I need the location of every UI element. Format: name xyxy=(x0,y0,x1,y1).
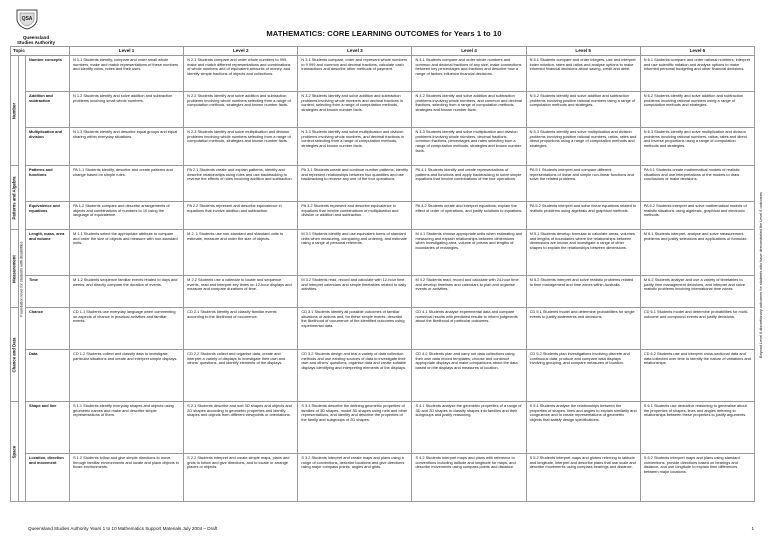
table-row xyxy=(11,202,755,230)
outcome-cell: M 4.2 Students read, record and calculate with 24-hour time and develop timelines and calendars to plan and organise events or activities. xyxy=(412,276,526,308)
outcome-cell: PA 2.2 Students represent and describe equivalence in equations that involve addition and subtraction. xyxy=(184,202,298,230)
beyond-level-6-column xyxy=(757,46,765,504)
outcome-cell: PA 1.1 Students identify, describe and create patterns and change based on simple rules. xyxy=(70,166,184,202)
outcome-cell: S 6.1 Students use deductive reasoning to generalise about the properties of shapes, lines and angles referring to relationships between these properties to justify arguments. xyxy=(640,402,754,454)
outcome-cell: M 2. 1 Students use non-standard and standard units to estimate, measure and order the size of objects. xyxy=(184,230,298,276)
outcome-cell: M 1.1 Students select the appropriate attribute to compare and order the size of objects and measure with non-standard units. xyxy=(70,230,184,276)
row-topic: Shape and line xyxy=(26,402,70,454)
outcome-cell: N 1.1 Students identify, compare and order small whole numbers, make and match representations of these numbers and identify coins, notes and their uses. xyxy=(70,56,184,92)
outcome-cell: PA 4.2 Students create and interpret equations, explain the effect of order of operations, and justify solutions to equations. xyxy=(412,202,526,230)
table-row xyxy=(11,92,755,128)
outcome-cell: S 1.1 Students identify everyday shapes and objects using geometric names and make and describe simple representations of them. xyxy=(70,402,184,454)
outcome-cell: CD 5.1 Students model and determine probabilities for single events to justify statements and decisions. xyxy=(526,308,640,350)
outcome-cell: PA 1.2 Students compare and describe arrangements of objects and combinations of numbers to 10 using the language of equivalence. xyxy=(70,202,184,230)
table-row xyxy=(11,350,755,402)
outcome-cell: N 1.3 Students identify and describe equal groups and equal sharing within everyday situations. xyxy=(70,128,184,166)
column-header-level-4: Level 4 xyxy=(412,47,526,56)
column-header-level-1: Level 1 xyxy=(70,47,184,56)
strand-chance-data xyxy=(11,308,19,402)
strand-measurement xyxy=(11,230,19,308)
qsa-logo xyxy=(14,8,58,45)
outcome-cell: N 4.3 Students identify and solve multiplication and division problems involving whole numbers, decimal fractions, common fractions, percentages and rates selecting from a range of computation methods, strategies and known number facts. xyxy=(412,128,526,166)
outcome-cell: N 5.3 Students identify and solve multiplication and division problems involving positive rational numbers, ratios, rates and direct proportions using a range of computation methods and strategies. xyxy=(526,128,640,166)
strand-label: Space xyxy=(11,445,17,458)
outcome-cell: PA 5.2 Students interpret and solve linear equations related to realistic problems using algebraic and graphical methods. xyxy=(526,202,640,230)
outcome-cell: N 3.2 Students identify and solve addition and subtraction problems involving whole numbers and decimal fractions in context, selecting from a range of computation methods, strategies and known number facts. xyxy=(298,92,412,128)
table-row xyxy=(11,230,755,276)
page-title: MATHEMATICS: CORE LEARNING OUTCOMES for Years 1 to 10 xyxy=(266,29,502,38)
outcome-cell: M 5.1 Students develop formulae to calculate areas, volumes and lengths of boundaries where the relationships between dimensions are known and investigate a range of other shapes to explain the relationships between dimensions. xyxy=(526,230,640,276)
strand-label: Number xyxy=(11,102,17,119)
row-topic: Time xyxy=(26,276,70,308)
outcome-cell: S 3.1 Students describe the defining geometric properties of families of 3D shapes, model 3D shapes using nets and other representations, and identify and describe the properties of the family and subgroups of 2D shapes. xyxy=(298,402,412,454)
column-header-level-6: Level 6 xyxy=(640,47,754,56)
beyond-level-6-label: Beyond Level 6 discretionary outcomes for students who have demonstrated the Level 6 outcomes xyxy=(759,192,763,358)
table-row xyxy=(11,402,755,454)
column-header-topic: Topic xyxy=(11,47,70,56)
outcome-cell: M 5.2 Students interpret and solve realistic problems related to time management and time zones within Australia. xyxy=(526,276,640,308)
logo-text: QSA xyxy=(21,16,33,22)
outcome-cell: N 4.2 Students identify and solve addition and subtraction problems involving whole numbers, and common and decimal fractions, selecting from a range of computation methods, strategies and known number facts. xyxy=(412,92,526,128)
row-topic: Location, direction and movement xyxy=(26,454,70,502)
outcome-cell: PA 5.1 Students interpret and compare different representations of linear and simple non-linear functions and solve the related problems. xyxy=(526,166,640,202)
outcome-cell: N 1.2 Students identify and solve addition and subtraction problems involving small whole numbers. xyxy=(70,92,184,128)
table-row xyxy=(11,56,755,92)
outcome-cell: N 6.3 Students identify and solve multiplication and division problems involving rational numbers, ratios, rates and direct and inverse proportions using a range of computation methods and strategies. xyxy=(640,128,754,166)
row-topic: Equivalence and equations xyxy=(26,202,70,230)
outcome-cell: CD 6.2 Students use and interpret cross-sectional data and data collected over time to identify the nature of variations and relationships. xyxy=(640,350,754,402)
outcome-cell: M 1.2 Students sequence familiar events related to days and weeks, and directly compare the duration of events. xyxy=(70,276,184,308)
outcome-cell: S 1.2 Students follow and give simple directions to move through familiar environments and locate and place objects in those environments. xyxy=(70,454,184,502)
row-topic: Addition and subtraction xyxy=(26,92,70,128)
strand-patterns xyxy=(11,166,19,230)
outcome-cell: S 4.2 Students interpret maps and plans with reference to conventions including latitude and longitude for maps, and describe movements using compass points and distance. xyxy=(412,454,526,502)
outcome-cell: PA 4.1 Students identify and create representations of patterns and functions and apply backtracking to solve simple equations that involve combinations of the four operations. xyxy=(412,166,526,202)
outcome-cell: CD 6.1 Students model and determine probabilities for multi-outcome and compound events and justify decisions. xyxy=(640,308,754,350)
outcome-cell: N 2.2 Students identify and solve addition and subtraction problems involving whole numbers selecting from a range of computation methods, strategies and known number facts. xyxy=(184,92,298,128)
column-header-level-5: Level 5 xyxy=(526,47,640,56)
table-row xyxy=(11,308,755,350)
outcome-cell: CD 1.1 Students use everyday language when commenting on aspects of chance in practical activities and familiar events. xyxy=(70,308,184,350)
strand-label: Measurement xyxy=(11,254,17,283)
outcome-cell: S 3.2 Students interpret and create maps and plans using a range of conventions, describe locations and give directions using major compass points, angles and grids. xyxy=(298,454,412,502)
outcome-cell: M 3.1 Students identify and use equivalent forms of standard units when measuring, comparing and ordering, and estimate using a range of personal referents. xyxy=(298,230,412,276)
outcome-cell: N 4.1 Students compare and order whole numbers and common and decimal fractions of any size, make connections between key percentages and fractions and describe how a range of factors influence financial decisions. xyxy=(412,56,526,92)
row-topic: Patterns and functions xyxy=(26,166,70,202)
outcome-cell: CD 1.2 Students collect and classify data to investigate particular situations and create and interpret simple displays. xyxy=(70,350,184,402)
page-number: 1 xyxy=(751,526,754,531)
outcome-cell: PA 3.2 Students represent and describe equivalence in equations that involve combinations of multiplication and division or addition and subtraction. xyxy=(298,202,412,230)
outcome-cell: PA 3.1 Students create and continue number patterns, identify and represent relationships between two quantities and use backtracking to reverse any one of the four operations. xyxy=(298,166,412,202)
table-row xyxy=(11,166,755,202)
outcome-cell: CD 3.2 Students design and trial a variety of data collection methods and use existing sources of data to investigate their own and others' questions, organise data and create suitable displays identifying and interpreting elements of the displays. xyxy=(298,350,412,402)
table-row xyxy=(11,128,755,166)
outcome-cell: N 2.3 Students identify and solve multiplication and division problems involving whole numbers selecting from a range of computation methods, strategies and known number facts. xyxy=(184,128,298,166)
header-row xyxy=(11,47,755,56)
outcome-cell: M 2.2 Students use a calendar to locate and sequence events, read and interpret key times on 12-hour displays and measure and compare durations of time. xyxy=(184,276,298,308)
strand-number xyxy=(11,56,19,166)
table-row xyxy=(11,276,755,308)
outcome-cell: N 5.2 Students identify and solve addition and subtraction problems involving positive rational numbers using a range of computation methods and strategies. xyxy=(526,92,640,128)
foundation-column xyxy=(19,56,26,502)
outcome-cell: N 2.1 Students compare and order whole numbers to 999, make and match different representations and combinations of whole numbers and of equivalent amounts of money, and identify simple fractions of objects and collections. xyxy=(184,56,298,92)
outcome-cell: S 5.1 Students analyse the relationships between the properties of shapes, lines and angles to explain similarity and congruence and to create representations of geometric objects that satisfy design specifications. xyxy=(526,402,640,454)
outcome-cell: S 6.2 Students interpret maps and plans using standard conventions, provide directions based on bearings and distance, and use longitude to explain time differences between major locations. xyxy=(640,454,754,502)
column-header-level-3: Level 3 xyxy=(298,47,412,56)
column-header-level-2: Level 2 xyxy=(184,47,298,56)
row-topic: Multiplication and division xyxy=(26,128,70,166)
outcome-cell: N 6.1 Students compare and order rational numbers, interpret and use scientific notation and analyse options to make informed personal budgeting and other financial decisions. xyxy=(640,56,754,92)
foundation-label: Foundation level for students with disabilities xyxy=(19,240,24,317)
outcome-cell: N 3.1 Students compare, order and represent whole numbers to 9 999 and common and decimal fractions, calculate cash transactions and describe other methods of payment. xyxy=(298,56,412,92)
row-topic: Length, mass, area and volume xyxy=(26,230,70,276)
outcome-cell: M 6.1 Students interpret, analyse and solve measurement problems and justify selections and applications of formulae. xyxy=(640,230,754,276)
row-topic: Data xyxy=(26,350,70,402)
footer-text: Queensland Studies Authority Years 1 to 10 Mathematics Support Materials July 2004 – Draft xyxy=(28,526,218,531)
strand-label: Patterns and Algebra xyxy=(11,175,17,220)
outcome-cell: N 5.1 Students compare and order integers, use and interpret index notation, rates and ratios and analyse options to make informed financial decisions about saving, credit and debit. xyxy=(526,56,640,92)
outcome-cell: S 2.2 Students interpret and create simple maps, plans and grids to follow and give directions, and to locate or arrange places or objects. xyxy=(184,454,298,502)
outcome-cell: S 5.2 Students interpret maps and globes referring to latitude and longitude, interpret and describe plans that use scale and describe movements using compass bearings and distance. xyxy=(526,454,640,502)
outcomes-table xyxy=(10,46,755,502)
strand-label: Chance and Data xyxy=(11,337,17,372)
outcome-cell: CD 3.1 Students identify all possible outcomes of familiar situations or actions and, for these simple events, describe the likelihood of occurrence of the identified outcomes using experimental data. xyxy=(298,308,412,350)
outcome-cell: CD 4.1 Students analyse experimental data and compare numerical results with predicted results to inform judgments about the likelihood of particular outcomes. xyxy=(412,308,526,350)
outcome-cell: PA 6.2 Students interpret and solve mathematical models of realistic situations using algebraic, graphical and electronic methods. xyxy=(640,202,754,230)
outcome-cell: PA 2.1 Students create and explain patterns, identify and describe relationships using rules and use backtracking to reverse the effects of rules involving addition and subtraction. xyxy=(184,166,298,202)
table-row xyxy=(11,454,755,502)
outcome-cell: CD 5.2 Students plan investigations involving discrete and continuous data, produce and compare data displays involving grouping, and compare measures of location. xyxy=(526,350,640,402)
outcome-cell: S 2.1 Students describe and sort 3D shapes and objects and 2D shapes according to geometric properties and identify shapes and objects from different viewpoints or orientations. xyxy=(184,402,298,454)
outcome-cell: CD 4.2 Students plan and carry out data collections using their own data record templates, choose and construct appropriate displays and make comparisons about the data based on the displays and measures of location. xyxy=(412,350,526,402)
crest-icon xyxy=(14,8,40,30)
outcome-cell: PA 6.1 Students create mathematical models of realistic situations and use interpretations of the models to draw conclusions or make decisions. xyxy=(640,166,754,202)
outcome-cell: M 3.2 Students read, record and calculate with 12-hour time, and interpret calendars and simple timetables related to daily activities. xyxy=(298,276,412,308)
outcome-cell: M 4.1 Students choose appropriate units when estimating and measuring and explain relationships between dimensions when investigating area, volume of prisms and lengths of boundaries of rectangles. xyxy=(412,230,526,276)
strand-space xyxy=(11,402,19,502)
outcome-cell: N 6.2 Students identify and solve addition and subtraction problems involving rational numbers using a range of computation methods and strategies. xyxy=(640,92,754,128)
org-name: Queensland Studies Authority xyxy=(16,35,56,45)
outcome-cell: S 4.1 Students analyse the geometric properties of a range of 3D and 2D shapes to classify shapes into families and their subgroups and justify reasoning. xyxy=(412,402,526,454)
outcome-cell: N 3.3 Students identify and solve multiplication and division problems involving whole numbers, and decimal fractions in context selecting from a range of computation methods, strategies and known number facts. xyxy=(298,128,412,166)
row-topic: Chance xyxy=(26,308,70,350)
outcome-cell: CD 2.2 Students collect and organise data, create and interpret a variety of displays to investigate their own and others' questions, and identify elements of the displays. xyxy=(184,350,298,402)
row-topic: Number concepts xyxy=(26,56,70,92)
outcome-cell: CD 2.1 Students identify and classify familiar events according to the likelihood of occurrence. xyxy=(184,308,298,350)
outcome-cell: M 6.2 Students analyse and use a variety of timetables to justify time management decisions, and interpret and solve realistic problems involving international time zones. xyxy=(640,276,754,308)
